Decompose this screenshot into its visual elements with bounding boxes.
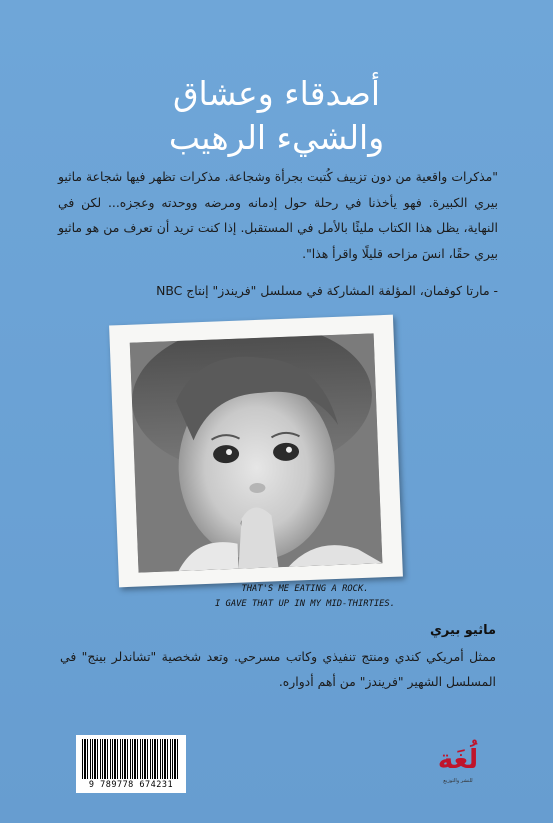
endorsement-quote: "مذكرات واقعية من دون تزييف كُتبت بجرأة وشجاعة. مذكرات تظهر فيها شجاعة ماثيو بيري الكبيرة. فهو يأخذنا في رحلة حول إدمانه ومرضه ووحدته وعجزه... لكن في النهاية، يظل هذا الكتاب مليئًا بالأمل في المستقبل. إذا كنت تريد أن تعرف من هو ماثيو بيري حقًا، انسَ مزاحه قليلًا واقرأ هذا".: [58, 169, 498, 261]
child-photo: [130, 333, 383, 572]
publisher-logo: [435, 745, 481, 793]
photo-caption: [190, 582, 420, 612]
barcode-bars: [82, 739, 180, 779]
isbn-barcode: [76, 735, 186, 793]
caption-line-2: I GAVE THAT UP IN MY MID-THIRTIES.: [214, 599, 396, 609]
quote-attribution: - مارتا كوفمان، المؤلفة المشاركة في مسلسل "فريندز" إنتاج NBC: [156, 283, 498, 298]
title-line-2: والشيء الرهيب: [168, 118, 385, 157]
caption-line-1: THAT'S ME EATING A ROCK.: [241, 584, 369, 594]
publisher-tagline: للنشر والتوزيع: [443, 778, 473, 784]
author-name: ماثيو بيري: [430, 623, 496, 638]
isbn-number: 9 789778 674231: [88, 780, 174, 790]
publisher-logo-mark: لُغَة: [437, 745, 479, 775]
child-photo-illustration: [130, 333, 383, 572]
photo-frame: [109, 315, 403, 588]
author-bio: ممثل أمريكي كندي ومنتج تنفيذي وكاتب مسرحي. وتعد شخصية "تشاندلر بينج" في المسلسل الشهير "فريندز" من أهم أدواره.: [60, 649, 496, 689]
book-title: [0, 72, 553, 160]
title-line-1: أصدقاء وعشاق: [172, 74, 381, 113]
